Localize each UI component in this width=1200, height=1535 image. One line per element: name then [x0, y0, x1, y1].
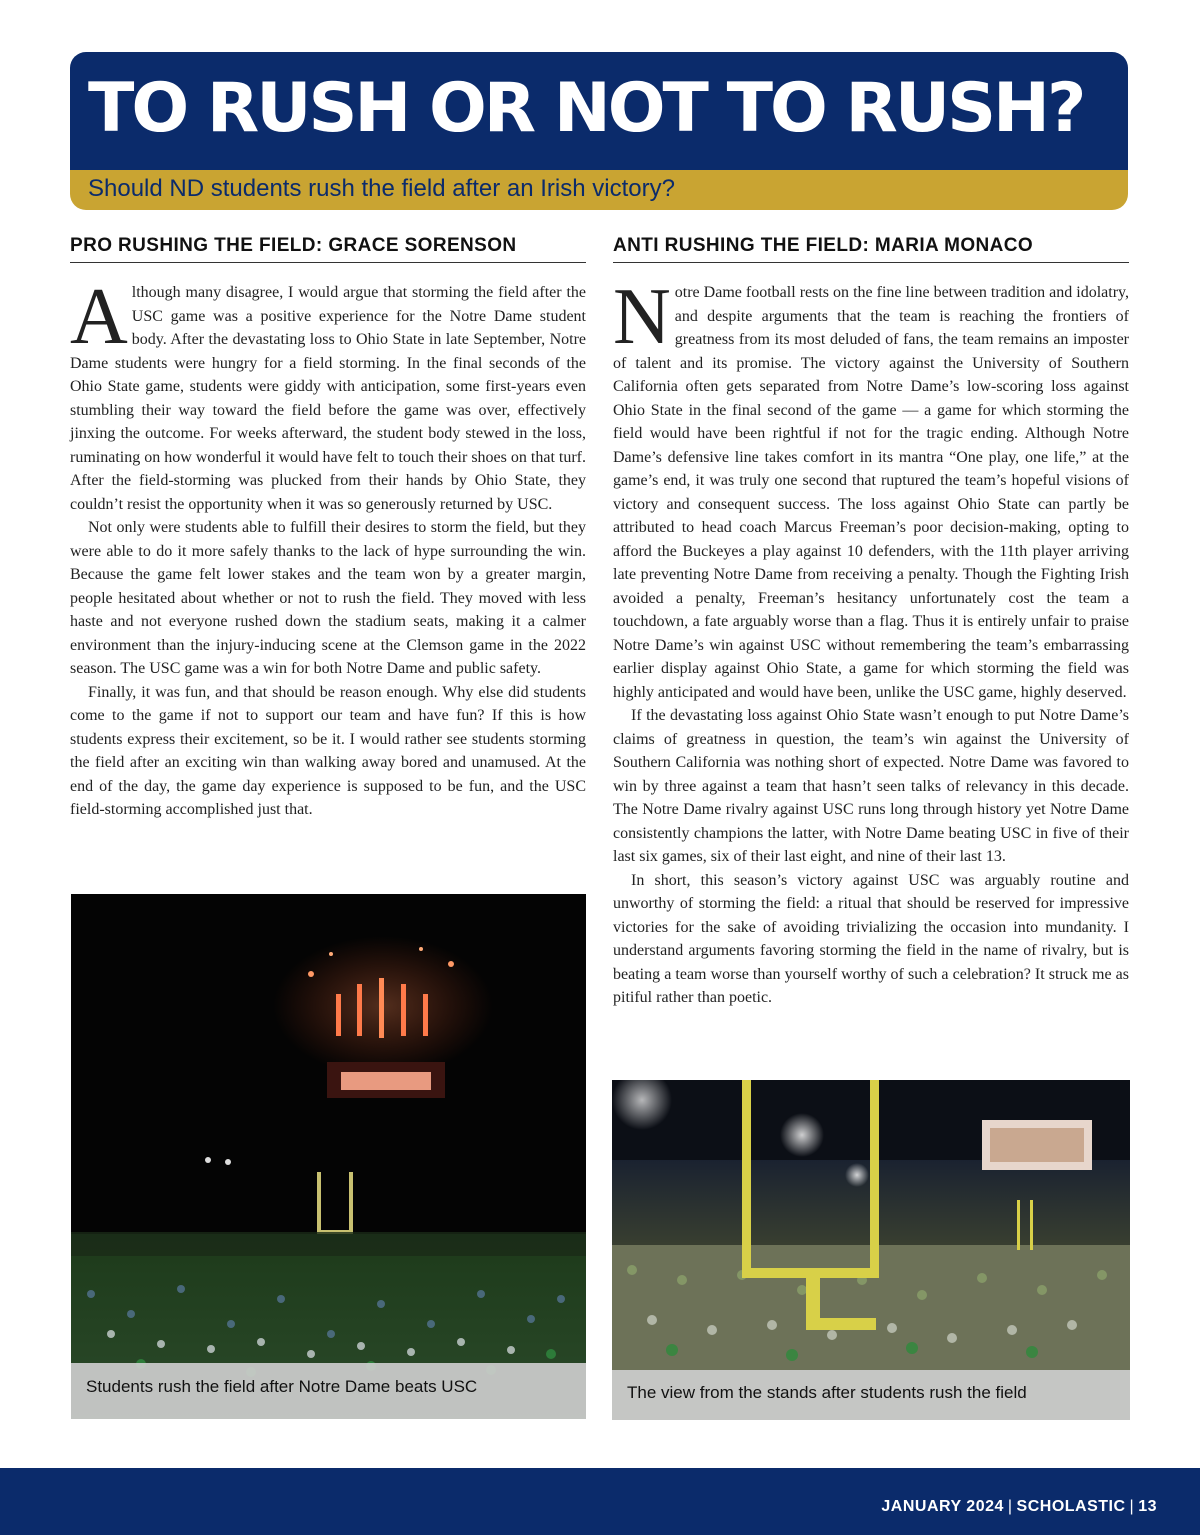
- anti-article-body: [613, 273, 1129, 1010]
- anti-column: [613, 233, 1129, 1010]
- page-title: TO RUSH OR NOT TO RUSH?: [88, 69, 1084, 148]
- title-band: [70, 52, 1128, 170]
- header: [70, 52, 1128, 210]
- photo-caption: Students rush the field after Notre Dame beats USC: [71, 1363, 586, 1419]
- anti-paragraph-3: In short, this season’s victory against USC was arguably routine and unworthy of storming the field: a ritual that should be reserved for impressive victories for the sake of avoiding trivializing the occasion into mundanity. I understand arguments favoring storming the field in the name of rivalry, but is beating a team worse than yourself worthy of such a celebration? It struck me as pitiful rather than poetic.: [613, 871, 1129, 1006]
- anti-byline: ANTI RUSHING THE FIELD: MARIA MONACO: [613, 233, 1129, 263]
- page-subtitle: Should ND students rush the field after an Irish victory?: [88, 175, 675, 202]
- pro-paragraph-1: [70, 273, 586, 516]
- stadium-crowd-image: [612, 1080, 1130, 1420]
- page-number: 13: [1138, 1498, 1157, 1515]
- anti-paragraph-1-text: otre Dame football rests on the fine line between tradition and idolatry, and despite arguments that the team is reaching the frontiers of greatness from its most deluded of fans, the team remains an imposter of talent and its promise. The victory against the University of Southern California often gets separated from Notre Dame’s low-scoring loss against Ohio State in the final second of the game — a game for which storming the field would have been rightful if not for the tragic ending. Although Notre Dame’s defensive line takes comfort in its mantra “One play, one life,” at the game’s end, it was truly one second that ruptured the team’s hopeful visions of victory and consequent success. The loss against Ohio State can partly be attributed to head coach Marcus Freeman’s poor decision-making, opting to afford the Buckeyes a play against 10 defenders, with the 11th player arriving late preventing Notre Dame from receiving a penalty. Though the Fighting Irish avoided a penalty, Freeman’s hesitancy unfortunately cost the team a touchdown, a fate arguably worse than a flag. Thus it is entirely unfair to praise Notre Dame’s win against USC without remembering the team’s embarrassing earlier display against Ohio State, a game for which storming the field was highly anticipated and would have been, unlike the USC game, highly deserved.: [613, 284, 1129, 701]
- pro-dropcap: A: [70, 273, 128, 361]
- publication-name: SCHOLASTIC: [1016, 1498, 1126, 1515]
- stands-view-photo: [612, 1080, 1130, 1420]
- pro-byline: PRO RUSHING THE FIELD: GRACE SORENSON: [70, 233, 586, 263]
- pro-paragraph-3: Finally, it was fun, and that should be reason enough. Why else did students come to the game if not to support our team and have fun? If this is how students express their excitement, so be it. I would rather see students storming the field after an exciting win than walking away bored and unamused. At the end of the day, the game day experience is supposed to be fun, and the USC field-storming accomplished just that.: [70, 683, 586, 818]
- separator: |: [1007, 1498, 1013, 1515]
- anti-paragraph-2: If the devastating loss against Ohio State wasn’t enough to put Notre Dame’s claims of greatness in question, the team’s win against the University of Southern California was nothing short of expected. Notre Dame was favored to win by three against a team that hasn’t seen talks of relevancy in this decade. The Notre Dame rivalry against USC runs long through history yet Notre Dame consistently champions the latter, with Notre Dame beating USC in five of their last six games, six of their last eight, and nine of their last 13.: [613, 707, 1129, 865]
- pro-paragraph-2: Not only were students able to fulfill their desires to storm the field, but they were able to do it more safely thanks to the lack of hype surrounding the win. Because the game felt lower stakes and the team won by a greater margin, people hesitated about whether or not to rush the field. They moved with less haste and not everyone rushed down the stadium seats, making it a calmer environment than the injury-inducing scene at the Clemson game in the 2022 season. The USC game was a win for both Notre Dame and public safety.: [70, 519, 586, 677]
- footer: [0, 1468, 1200, 1535]
- pro-column: [70, 233, 586, 822]
- footer-folio: [881, 1498, 1157, 1516]
- anti-dropcap: N: [613, 273, 671, 361]
- photo-caption: The view from the stands after students rush the field: [612, 1370, 1130, 1420]
- issue-date: JANUARY 2024: [881, 1498, 1004, 1515]
- field-storming-photo: [71, 894, 586, 1419]
- subtitle-band: [70, 170, 1128, 210]
- anti-paragraph-1: [613, 273, 1129, 704]
- stadium-night-image: [71, 894, 586, 1419]
- separator: |: [1129, 1498, 1135, 1515]
- pro-article-body: [70, 273, 586, 822]
- pro-paragraph-1-text: lthough many disagree, I would argue that storming the field after the USC game was a positive experience for the Notre Dame student body. After the devastating loss to Ohio State in late September, Notre Dame students were hungry for a field storming. In the final seconds of the Ohio State game, students were giddy with anticipation, some first-years even stumbling their way toward the field before the game was over, effectively jinxing the outcome. For weeks afterward, the student body stewed in the loss, ruminating on how wonderful it would have felt to touch their shoes on that turf. After the field-storming was plucked from their hands by Ohio State, they couldn’t resist the opportunity when it was so generously returned by USC.: [70, 284, 586, 513]
